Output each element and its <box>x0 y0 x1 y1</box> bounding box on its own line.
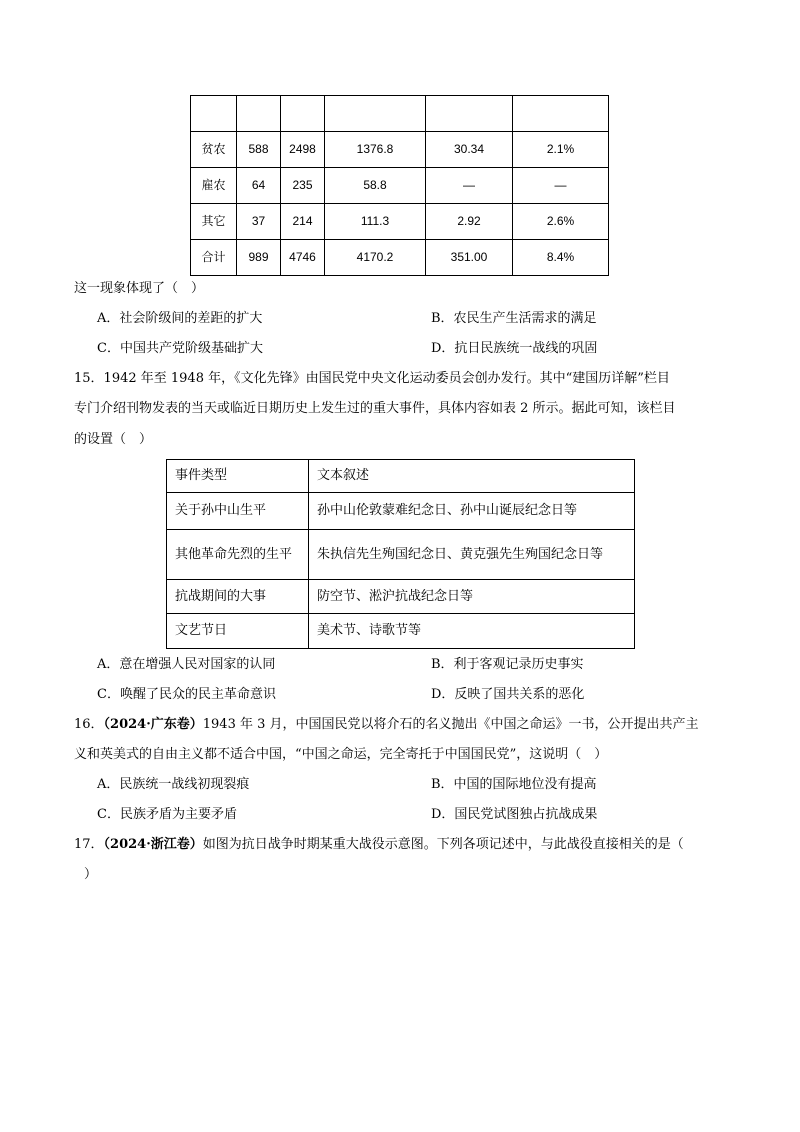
q14-stem: 这一现象体现了（ ） <box>74 281 205 296</box>
q15-stem-line1: 15．1942 年至 1948 年，《文化先锋》由国民党中央文化运动委员会创办发行。其中“建国历详解”栏目 <box>74 371 670 386</box>
table-cell: 2498 <box>281 132 325 168</box>
table-cell: 朱执信先生殉国纪念日、黄克强先生殉国纪念日等 <box>309 530 635 580</box>
q17-source: （2024·浙江卷） <box>103 837 203 852</box>
table-header-row <box>191 96 609 132</box>
table-cell: 111.3 <box>325 204 426 240</box>
table-cell: 235 <box>281 168 325 204</box>
q16-option-c[interactable]: C．民族矛盾为主要矛盾 <box>97 807 237 822</box>
table-cell: 2.6% <box>513 204 609 240</box>
table-header-cell: 文本叙述 <box>309 460 635 493</box>
q14-option-b[interactable]: B．农民生产生活需求的满足 <box>431 311 597 326</box>
table-cell: 防空节、淞沪抗战纪念日等 <box>309 580 635 614</box>
table-cell: 37 <box>237 204 281 240</box>
table-cell: 351.00 <box>426 240 513 276</box>
q16-stem-text: 1943 年 3 月，中国国民党以将介石的名义抛出《中国之命运》一书，公开提出共产主 <box>202 717 699 732</box>
table-cell: 58.8 <box>325 168 426 204</box>
table-row <box>191 132 609 168</box>
table-row <box>191 204 609 240</box>
table-cell: — <box>513 168 609 204</box>
table-header-cell: 事件类型 <box>167 460 309 493</box>
q16-stem-line2: 义和英美式的自由主义都不适合中国，“中国之命运，完全寄托于中国国民党”，这说明（ ） <box>74 747 608 762</box>
q14-option-c[interactable]: C．中国共产党阶级基础扩大 <box>97 341 263 356</box>
q14-option-d[interactable]: D．抗日民族统一战线的巩固 <box>431 341 598 356</box>
table-cell: 1376.8 <box>325 132 426 168</box>
table-cell: — <box>426 168 513 204</box>
q15-option-c[interactable]: C．唤醒了民众的民主革命意识 <box>97 687 276 702</box>
table-row <box>191 168 609 204</box>
class-statistics-table <box>190 95 609 276</box>
q16-option-b[interactable]: B．中国的国际地位没有提高 <box>431 777 597 792</box>
q15-stem-line2: 专门介绍刊物发表的当天或临近日期历史上发生过的重大事件，具体内容如表 2 所示。据此可知，该栏目 <box>74 401 676 416</box>
q17-stem-text: 如图为抗日战争时期某重大战役示意图。下列各项记述中，与此战役直接相关的是（ <box>202 837 684 852</box>
table-cell: 雇农 <box>191 168 237 204</box>
q14-option-a[interactable]: A．社会阶级间的差距的扩大 <box>97 311 263 326</box>
table-cell: 2.92 <box>426 204 513 240</box>
table-cell: 关于孙中山生平 <box>167 493 309 530</box>
q15-option-b[interactable]: B．利于客观记录历史事实 <box>431 657 584 672</box>
q16-stem-line1 <box>74 717 699 733</box>
table-row <box>167 493 635 530</box>
table-cell: 其它 <box>191 204 237 240</box>
table-cell: 4170.2 <box>325 240 426 276</box>
table-cell: 贫农 <box>191 132 237 168</box>
table-cell: 30.34 <box>426 132 513 168</box>
table-cell: 588 <box>237 132 281 168</box>
table-cell: 214 <box>281 204 325 240</box>
q15-option-d[interactable]: D．反映了国共关系的恶化 <box>431 687 585 702</box>
event-type-table <box>166 459 635 649</box>
table-cell: 其他革命先烈的生平 <box>167 530 309 580</box>
q17-number: 17． <box>74 837 104 852</box>
table-cell: 抗战期间的大事 <box>167 580 309 614</box>
q16-source: （2024·广东卷） <box>103 717 203 732</box>
table-cell: 2.1% <box>513 132 609 168</box>
table-row <box>167 580 635 614</box>
table-cell: 4746 <box>281 240 325 276</box>
table-cell: 孙中山伦敦蒙难纪念日、孙中山诞辰纪念日等 <box>309 493 635 530</box>
q15-option-a[interactable]: A．意在增强人民对国家的认同 <box>97 657 276 672</box>
table-cell: 美术节、诗歌节等 <box>309 614 635 649</box>
q16-option-a[interactable]: A．民族统一战线初现裂痕 <box>97 777 250 792</box>
table-row <box>191 240 609 276</box>
table-row <box>167 614 635 649</box>
q16-option-d[interactable]: D．国民党试图独占抗战成果 <box>431 807 598 822</box>
table-header-row <box>167 460 635 493</box>
q15-stem-line3: 的设置（ ） <box>74 432 153 447</box>
table-cell: 64 <box>237 168 281 204</box>
table-cell: 合计 <box>191 240 237 276</box>
q17-stem-line2: ） <box>84 867 98 882</box>
q16-number: 16． <box>74 717 104 732</box>
table-cell: 989 <box>237 240 281 276</box>
table-cell: 8.4% <box>513 240 609 276</box>
table-cell: 文艺节日 <box>167 614 309 649</box>
q17-stem-line1 <box>74 837 684 853</box>
table-row <box>167 530 635 580</box>
